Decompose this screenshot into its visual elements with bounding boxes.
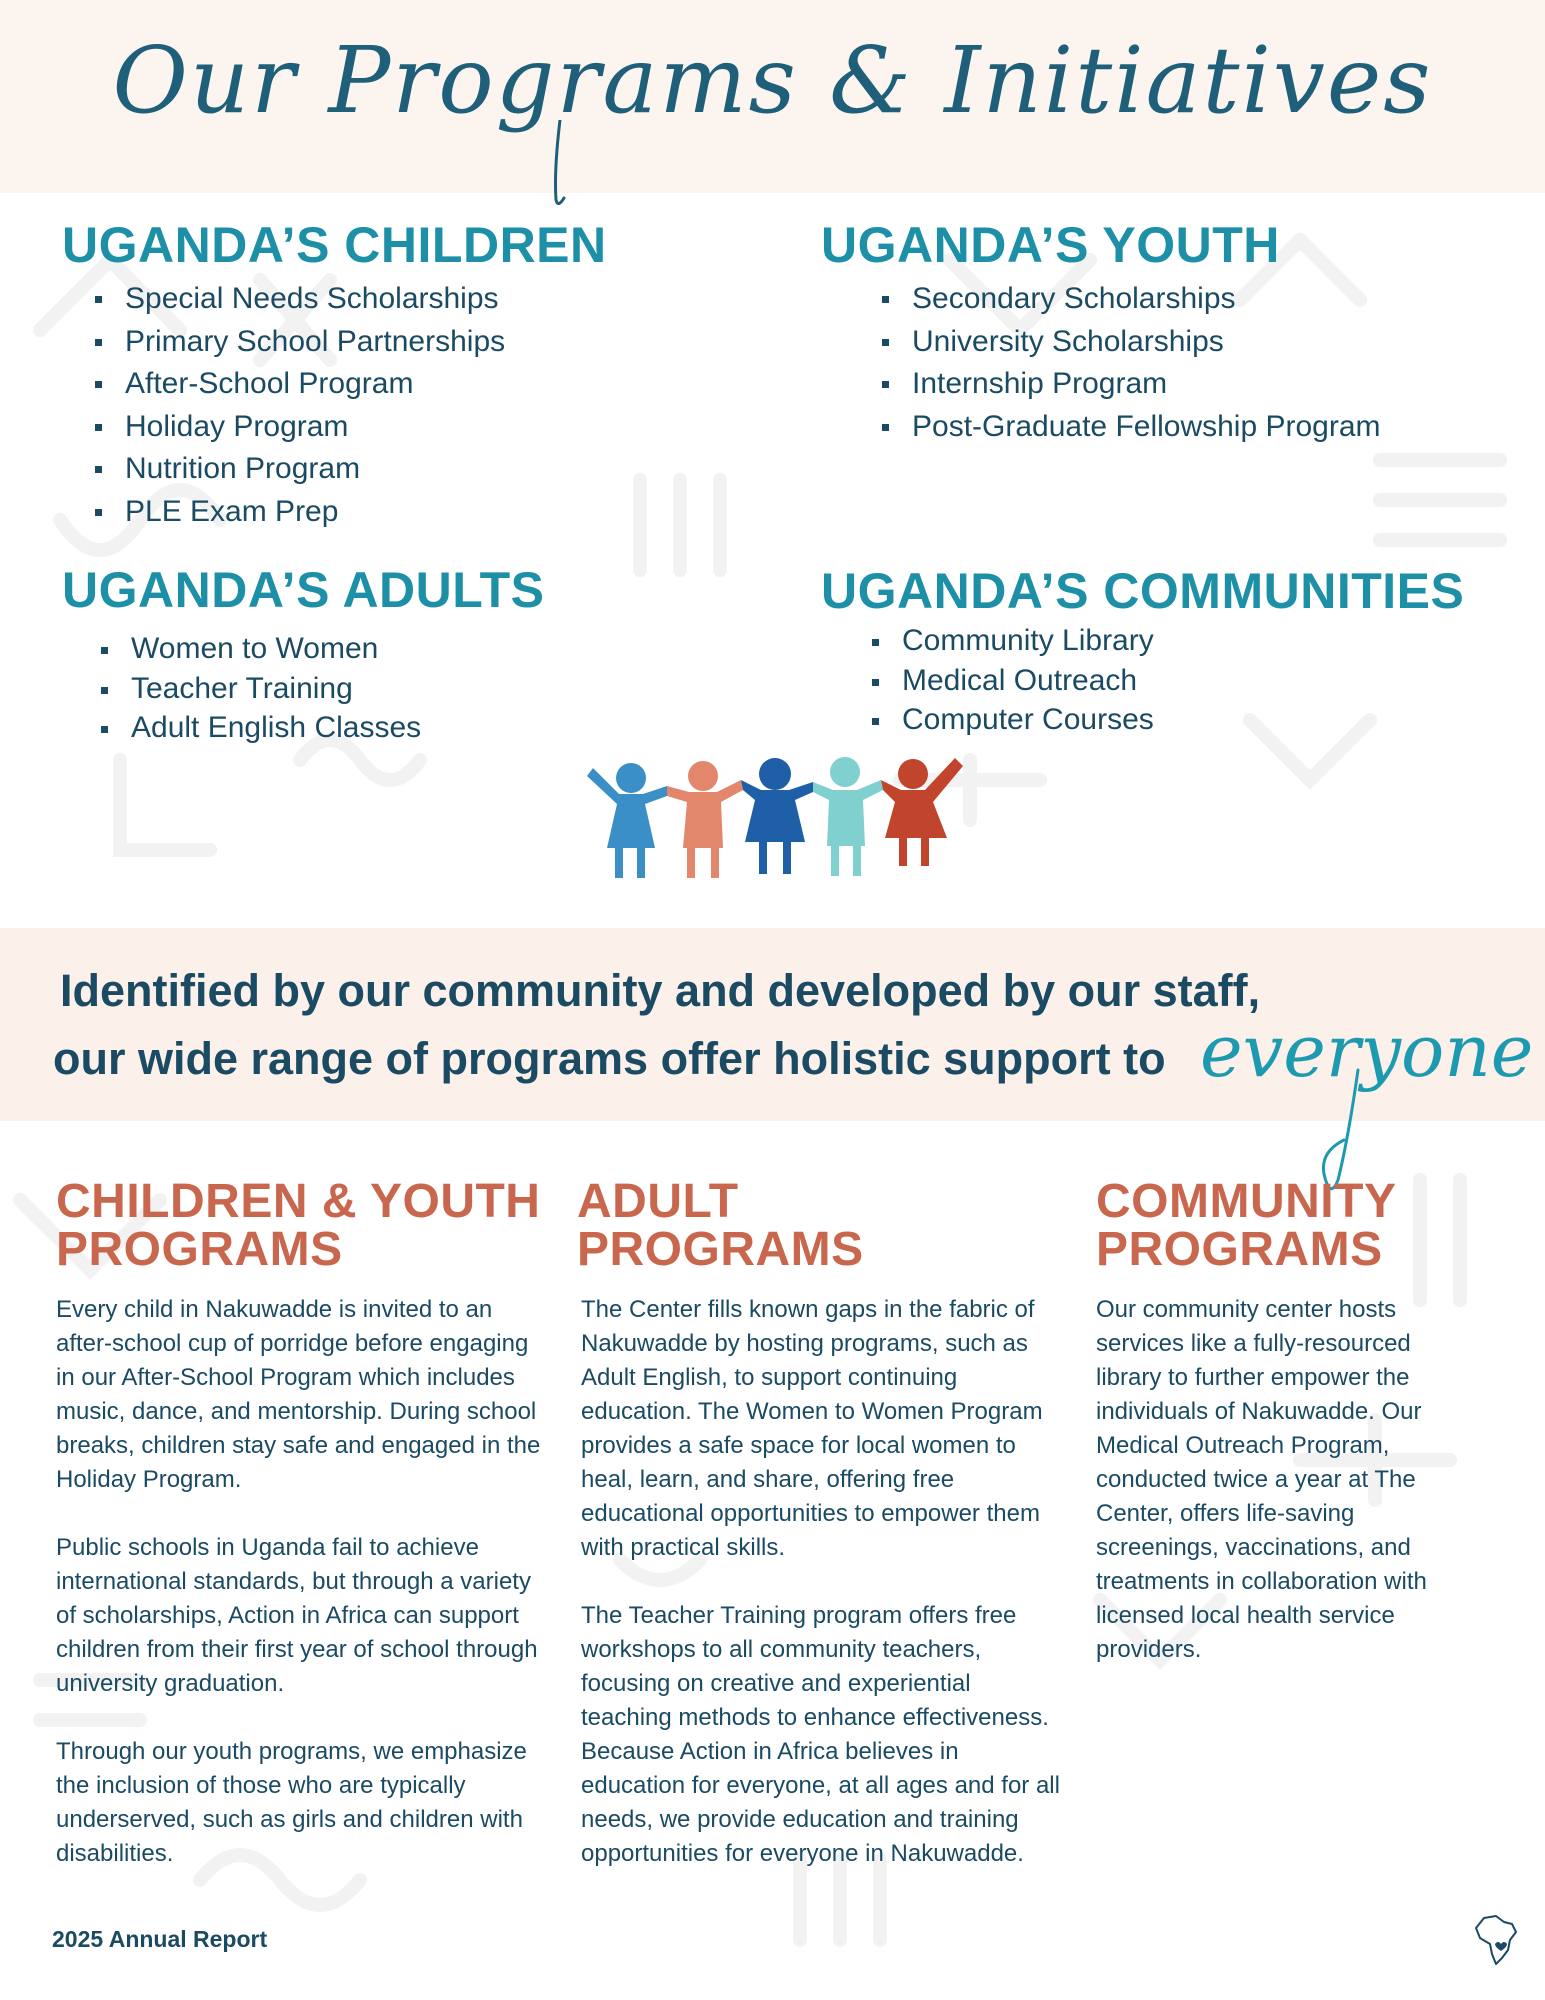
list-item: After-School Program [95,363,505,406]
section-heading-communities: UGANDA’S COMMUNITIES [821,563,1465,619]
paper-kid-3 [741,758,813,874]
adult-programs-description: The Center fills known gaps in the fabric of Nakuwadde by hosting programs, such as Adult English, to support continuing education. The Women to Women Program provides a safe space for local women to heal, learn, and share, offering free educational opportunities to empower them with practical skills. The Teacher Training program offers free workshops to all community teachers, focusing on creative and experiential teaching methods to enhance effectiveness. Because Action in Africa believes in education for everyone, at all ages and for all needs, we provide education and training opportunities for everyone in Nakuwadde. [581,1296,1060,1867]
list-item: Community Library [872,621,1154,661]
paper-kid-2 [667,761,743,878]
youth-programs-list [882,278,1381,448]
adults-programs-list [101,629,421,748]
community-programs-description: Our community center hosts services like a fully-resourced library to further empower the individuals of Nakuwadde. Our Medical Outreach Program, conducted twice a year at The Center, offers life-saving screenings, vaccinations, and treatments in collaboration with licensed local health service providers. [1096,1296,1427,1663]
paper-kids-illustration [583,756,963,880]
column-heading-adult: ADULT PROGRAMS [577,1175,864,1276]
paper-kid-1 [587,763,667,878]
list-item: Nutrition Program [95,448,505,491]
title-swash-decoration [530,120,590,210]
tagline-line-1: Identified by our community and developed by our staff, [60,965,1261,1016]
list-item: Secondary Scholarships [882,278,1381,321]
list-item: Teacher Training [101,669,421,709]
tagline-accent-everyone: everyone [1200,1009,1534,1093]
list-item: Women to Women [101,629,421,669]
list-item: Special Needs Scholarships [95,278,505,321]
tagline-line-2: our wide range of programs offer holistic support to [53,1033,1166,1084]
africa-map-icon [1474,1914,1518,1966]
paper-kid-5 [881,758,963,866]
section-heading-adults: UGANDA’S ADULTS [62,562,545,618]
children-programs-list [95,278,505,533]
list-item: Medical Outreach [872,661,1154,701]
list-item: Primary School Partnerships [95,321,505,364]
paper-kid-4 [813,757,883,876]
list-item: University Scholarships [882,321,1381,364]
section-heading-youth: UGANDA’S YOUTH [821,217,1280,273]
section-heading-children: UGANDA’S CHILDREN [62,217,607,273]
children-youth-description: Every child in Nakuwadde is invited to an after-school cup of porridge before engaging in our After-School Program which includes music, dance, and mentorship. During school breaks, children stay safe and engaged in the Holiday Program. Public schools in Uganda fail to achieve international standards, but through a variety of scholarships, Action in Africa can support children from their first year of school through university graduation. Through our youth programs, we emphasize the inclusion of those who are typically underserved, such as girls and children with disabilities. [56,1296,541,1867]
column-heading-community: COMMUNITY PROGRAMS [1096,1175,1396,1276]
list-item: Adult English Classes [101,708,421,748]
list-item: Holiday Program [95,406,505,449]
list-item: Internship Program [882,363,1381,406]
column-heading-children-youth: CHILDREN & YOUTH PROGRAMS [56,1175,541,1276]
footer-annual-report-label: 2025 Annual Report [52,1926,268,1952]
communities-programs-list [872,621,1154,740]
list-item: Computer Courses [872,700,1154,740]
page-title: Our Programs & Initiatives [112,27,1433,134]
list-item: Post-Graduate Fellowship Program [882,406,1381,449]
list-item: PLE Exam Prep [95,491,505,534]
